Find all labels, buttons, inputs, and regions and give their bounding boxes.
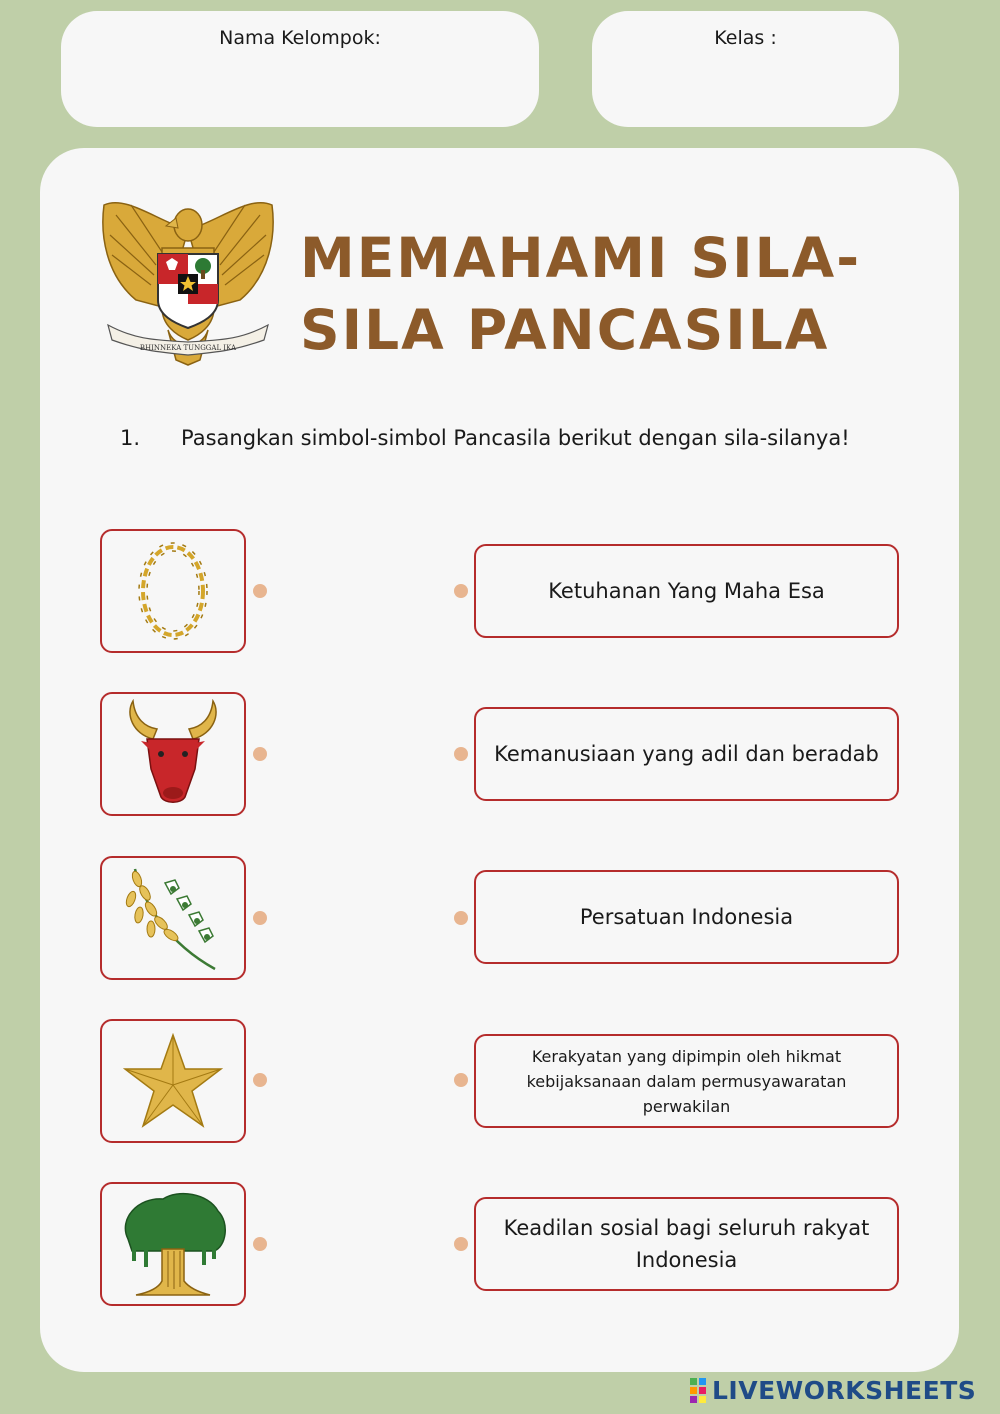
class-field[interactable] (592, 11, 899, 127)
answer-text: Keadilan sosial bagi seluruh rakyat Indonesia (503, 1216, 870, 1272)
symbol-card-chain[interactable] (100, 529, 246, 653)
group-name-field[interactable] (61, 11, 539, 127)
connector-dot-right[interactable] (454, 584, 468, 598)
answer-card-1[interactable] (474, 544, 899, 638)
star-icon (123, 1033, 223, 1129)
group-name-label: Nama Kelompok: (219, 27, 381, 49)
brand-name: LIVEWORKSHEETS (712, 1375, 977, 1405)
symbol-card-bull[interactable] (100, 692, 246, 816)
emblem-motto: BHINNEKA TUNGGAL IKA (139, 344, 237, 352)
chain-icon (133, 539, 213, 643)
answer-text: Kerakyatan yang dipimpin oleh hikmat kebijaksanaan dalam permusyawaratan perwakilan (526, 1046, 847, 1116)
connector-dot-left[interactable] (253, 584, 267, 598)
question-text: Pasangkan simbol-simbol Pancasila berikut dengan sila-silanya! (181, 426, 850, 450)
connector-dot-right[interactable] (454, 1237, 468, 1251)
symbol-card-tree[interactable] (100, 1182, 246, 1306)
connector-dot-left[interactable] (253, 1237, 267, 1251)
answer-card-4[interactable] (474, 1034, 899, 1128)
answer-card-2[interactable] (474, 707, 899, 801)
rice-cotton-icon (123, 863, 223, 973)
answer-text: Kemanusiaan yang adil dan beradab (494, 742, 879, 766)
connector-dot-right[interactable] (454, 1073, 468, 1087)
connector-dot-left[interactable] (253, 747, 267, 761)
answer-text: Persatuan Indonesia (579, 905, 794, 929)
symbol-card-rice-cotton[interactable] (100, 856, 246, 980)
class-label: Kelas : (714, 27, 777, 49)
connector-dot-right[interactable] (454, 747, 468, 761)
live-grid-icon (690, 1378, 706, 1403)
symbol-card-star[interactable] (100, 1019, 246, 1143)
answer-card-5[interactable] (474, 1197, 899, 1291)
page-title (300, 222, 900, 366)
liveworksheets-logo[interactable] (690, 1375, 976, 1405)
bull-head-icon (123, 699, 223, 809)
answer-text: Ketuhanan Yang Maha Esa (548, 579, 825, 603)
banyan-tree-icon (118, 1189, 228, 1299)
answer-card-3[interactable] (474, 870, 899, 964)
question-number: 1. (120, 426, 141, 450)
title-line-2: SILA PANCASILA (300, 298, 830, 362)
garuda-emblem-icon (96, 190, 280, 380)
connector-dot-right[interactable] (454, 911, 468, 925)
connector-dot-left[interactable] (253, 1073, 267, 1087)
title-line-1: MEMAHAMI SILA- (300, 226, 862, 290)
connector-dot-left[interactable] (253, 911, 267, 925)
